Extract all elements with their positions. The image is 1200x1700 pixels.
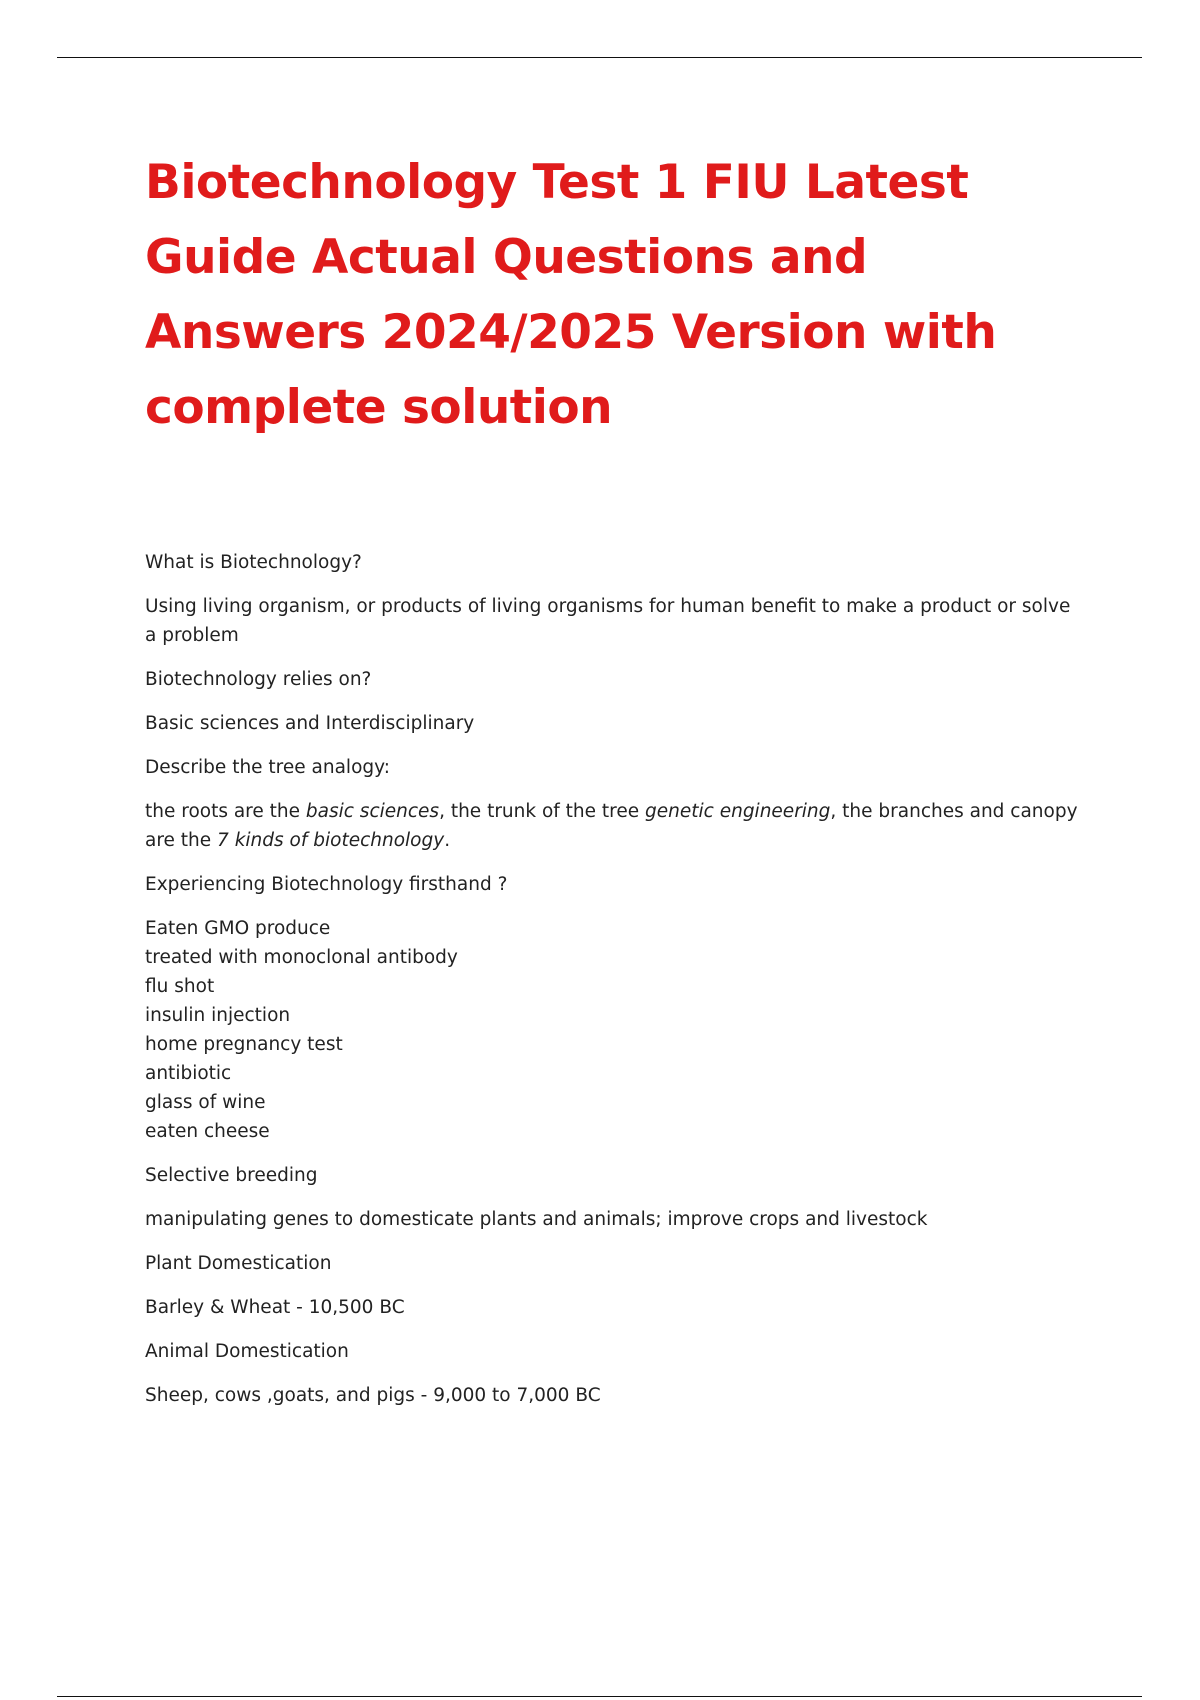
list-item: antibiotic (145, 1063, 232, 1084)
question-6: Plant Domestication (145, 1253, 332, 1274)
question-2: Biotechnology relies on? (145, 669, 372, 690)
header-rule (57, 57, 1142, 58)
answer-6: Barley & Wheat - 10,500 BC (145, 1297, 405, 1318)
answer-3-emphasis: genetic engineering (645, 801, 831, 822)
answer-3-text: , the trunk of the tree (439, 801, 646, 822)
answer-7: Sheep, cows ,goats, and pigs - 9,000 to 7,000 BC (145, 1385, 601, 1406)
document-title: Biotechnology Test 1 FIU Latest Guide Actual Questions and Answers 2024/2025 Version with complete solution (145, 155, 997, 435)
question-7: Animal Domestication (145, 1341, 349, 1362)
list-item: home pregnancy test (145, 1034, 343, 1055)
list-item: Eaten GMO produce (145, 918, 331, 939)
answer-3-text: . (444, 830, 451, 851)
answer-5: manipulating genes to domesticate plants and animals; improve crops and livestock (145, 1209, 928, 1230)
answer-3-text: , the branches and canopy are the (145, 801, 1078, 851)
answer-3 (145, 797, 1085, 870)
question-5: Selective breeding (145, 1165, 318, 1186)
list-item: insulin injection (145, 1005, 291, 1026)
qa-content (145, 548, 1085, 1425)
question-4: Experiencing Biotechnology firsthand ? (145, 874, 508, 895)
list-item: flu shot (145, 976, 215, 997)
answer-1: Using living organism, or products of living organisms for human benefit to make a product or solve a problem (145, 596, 1071, 646)
list-item: eaten cheese (145, 1121, 270, 1142)
question-3: Describe the tree analogy: (145, 757, 390, 778)
list-item: treated with monoclonal antibody (145, 947, 458, 968)
question-1: What is Biotechnology? (145, 552, 362, 573)
answer-3-emphasis: basic sciences (305, 801, 440, 822)
footer-rule (57, 1696, 1142, 1697)
answer-2: Basic sciences and Interdisciplinary (145, 713, 475, 734)
answer-3-emphasis: 7 kinds of biotechnology (217, 830, 445, 851)
answer-4-list (145, 914, 1085, 1161)
answer-3-text: the roots are the (145, 801, 306, 822)
list-item: glass of wine (145, 1092, 266, 1113)
